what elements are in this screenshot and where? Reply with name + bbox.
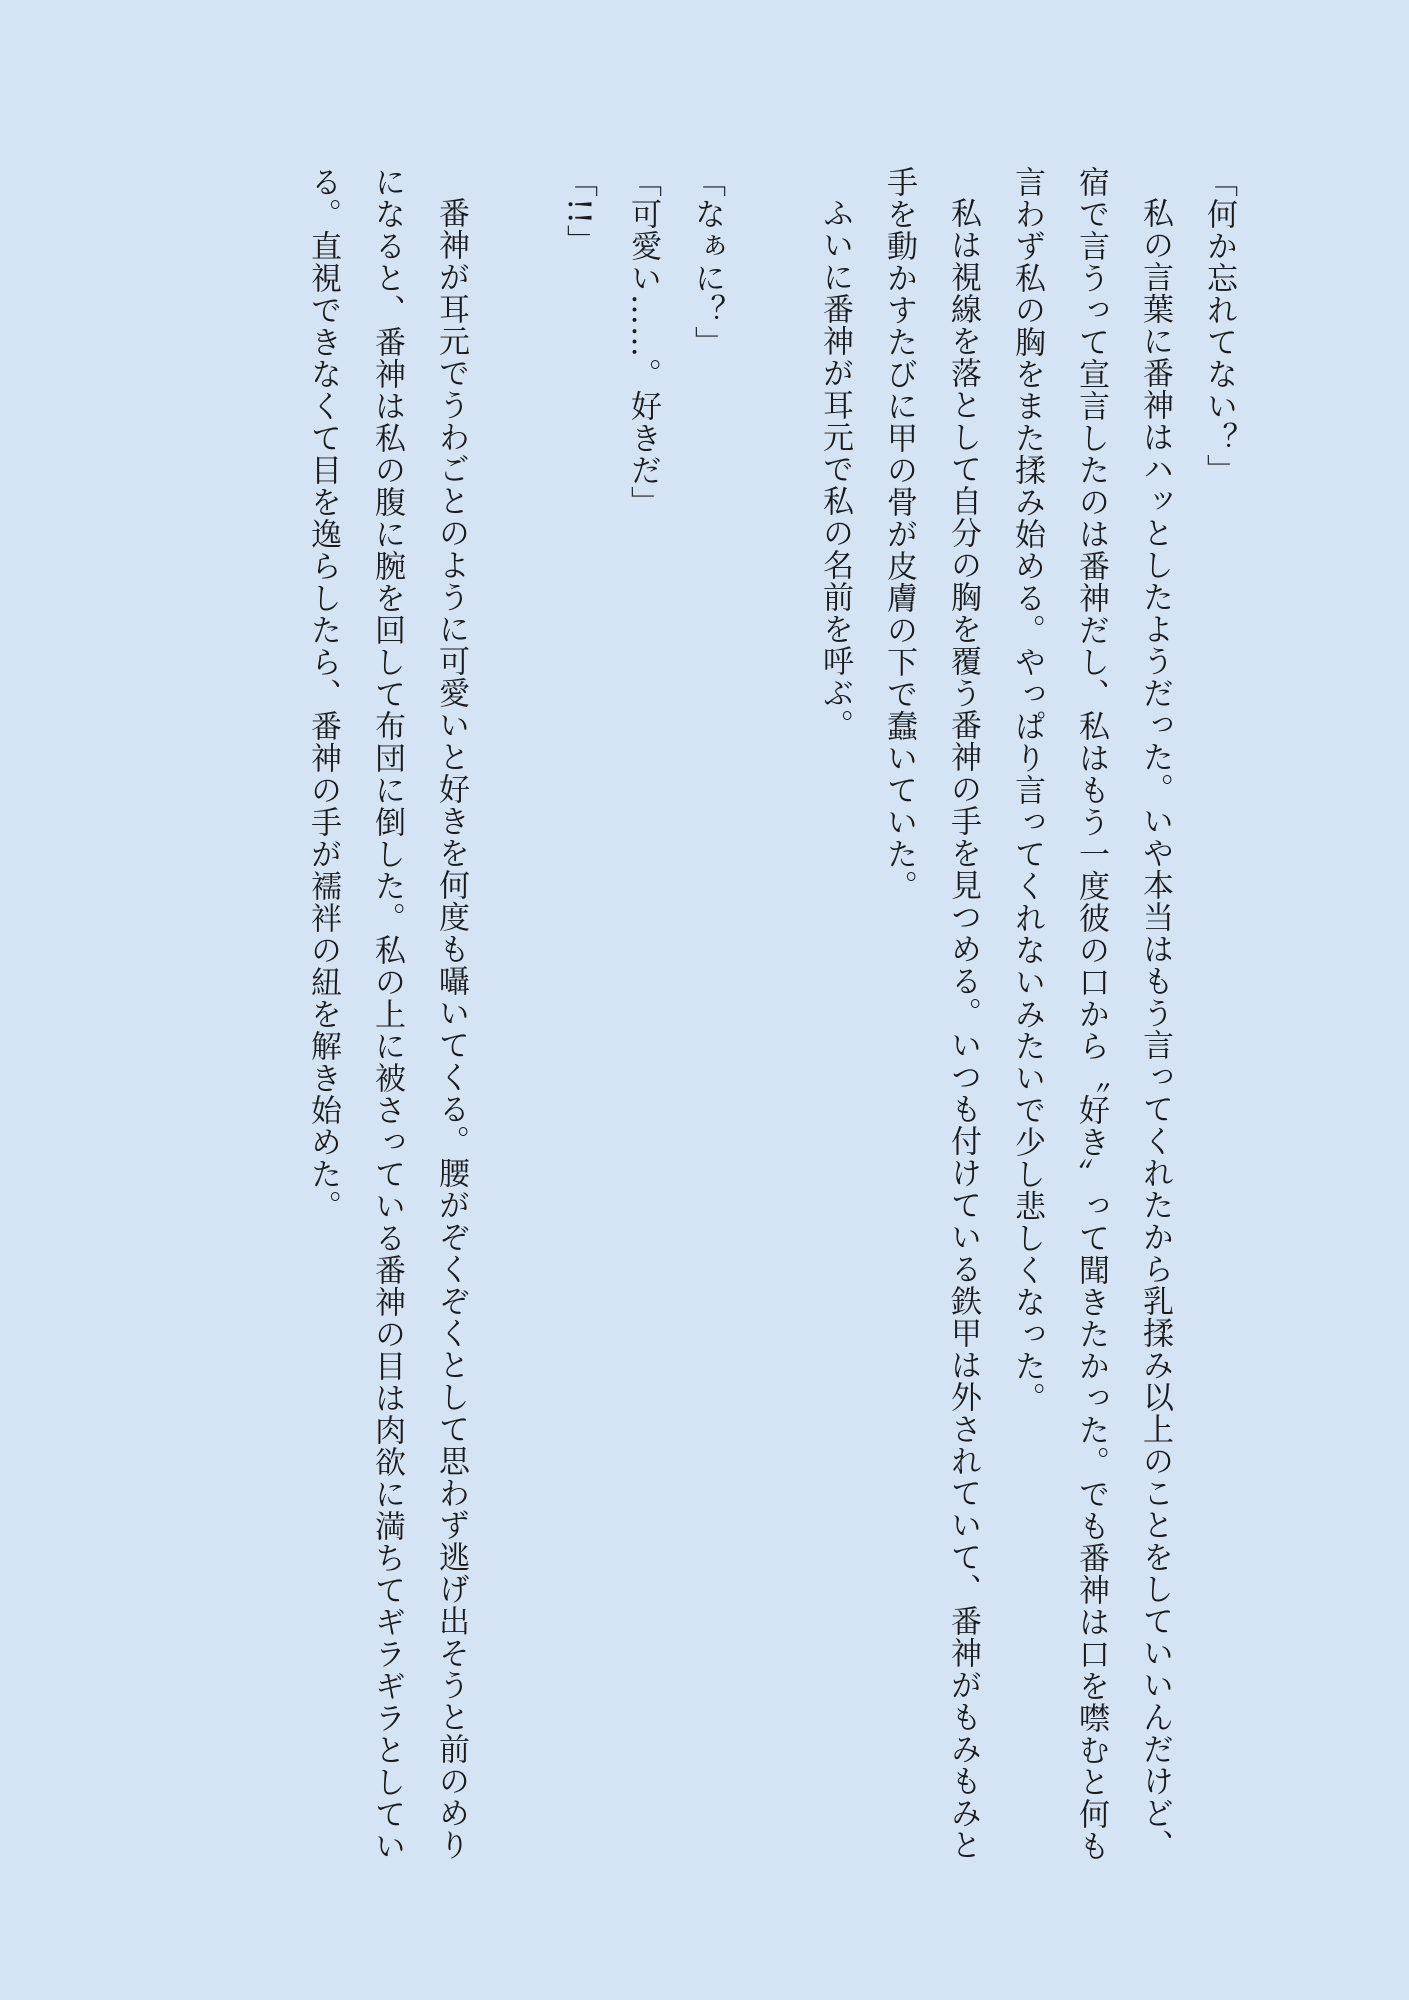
narration-paragraph: 私は視線を落として自分の胸を覆う番神の手を見つめる。いつも付けている鉄甲は外されていて、番神がもみもみと手を動かすたびに甲の骨が皮膚の下で蠢いていた。 <box>881 166 981 1861</box>
dialogue-line: 「なぁに？」 <box>689 166 725 358</box>
narration-paragraph: 番神が耳元でうわごとのように可愛いと好きを何度も囁いてくる。腰がぞくぞくとして思わず逃げ出そうと前のめりになると、番神は私の腹に腕を回して布団に倒した。私の上に被さっている番神の目は肉欲に満ちてギラギラとしている。直視できなくて目を逸らしたら、番神の手が襦袢の紐を解き始めた。 <box>305 166 469 1862</box>
dialogue-line: 「!!」 <box>561 166 597 257</box>
vertical-text-body <box>291 166 1251 1866</box>
dialogue-line: 「可愛い……。好きだ」 <box>625 166 661 518</box>
blank-line <box>739 166 803 1866</box>
dialogue-line: 「何か忘れてない？」 <box>1201 166 1237 486</box>
narration-paragraph: ふいに番神が耳元で私の名前を呼ぶ。 <box>817 197 853 741</box>
narration-paragraph: 私の言葉に番神はハッとしたようだった。いや本当はもう言ってくれたから乳揉み以上のことをしていいんだけど、宿で言うって宣言したのは番神だし、私はもう一度彼の口から〝好き〟って聞きたかった。でも番神は口を噤むと何も言わず私の胸をまた揉み始める。やっぱり言ってくれないみたいで少し悲しくなった。 <box>1009 166 1173 1862</box>
blank-line <box>483 166 547 1866</box>
